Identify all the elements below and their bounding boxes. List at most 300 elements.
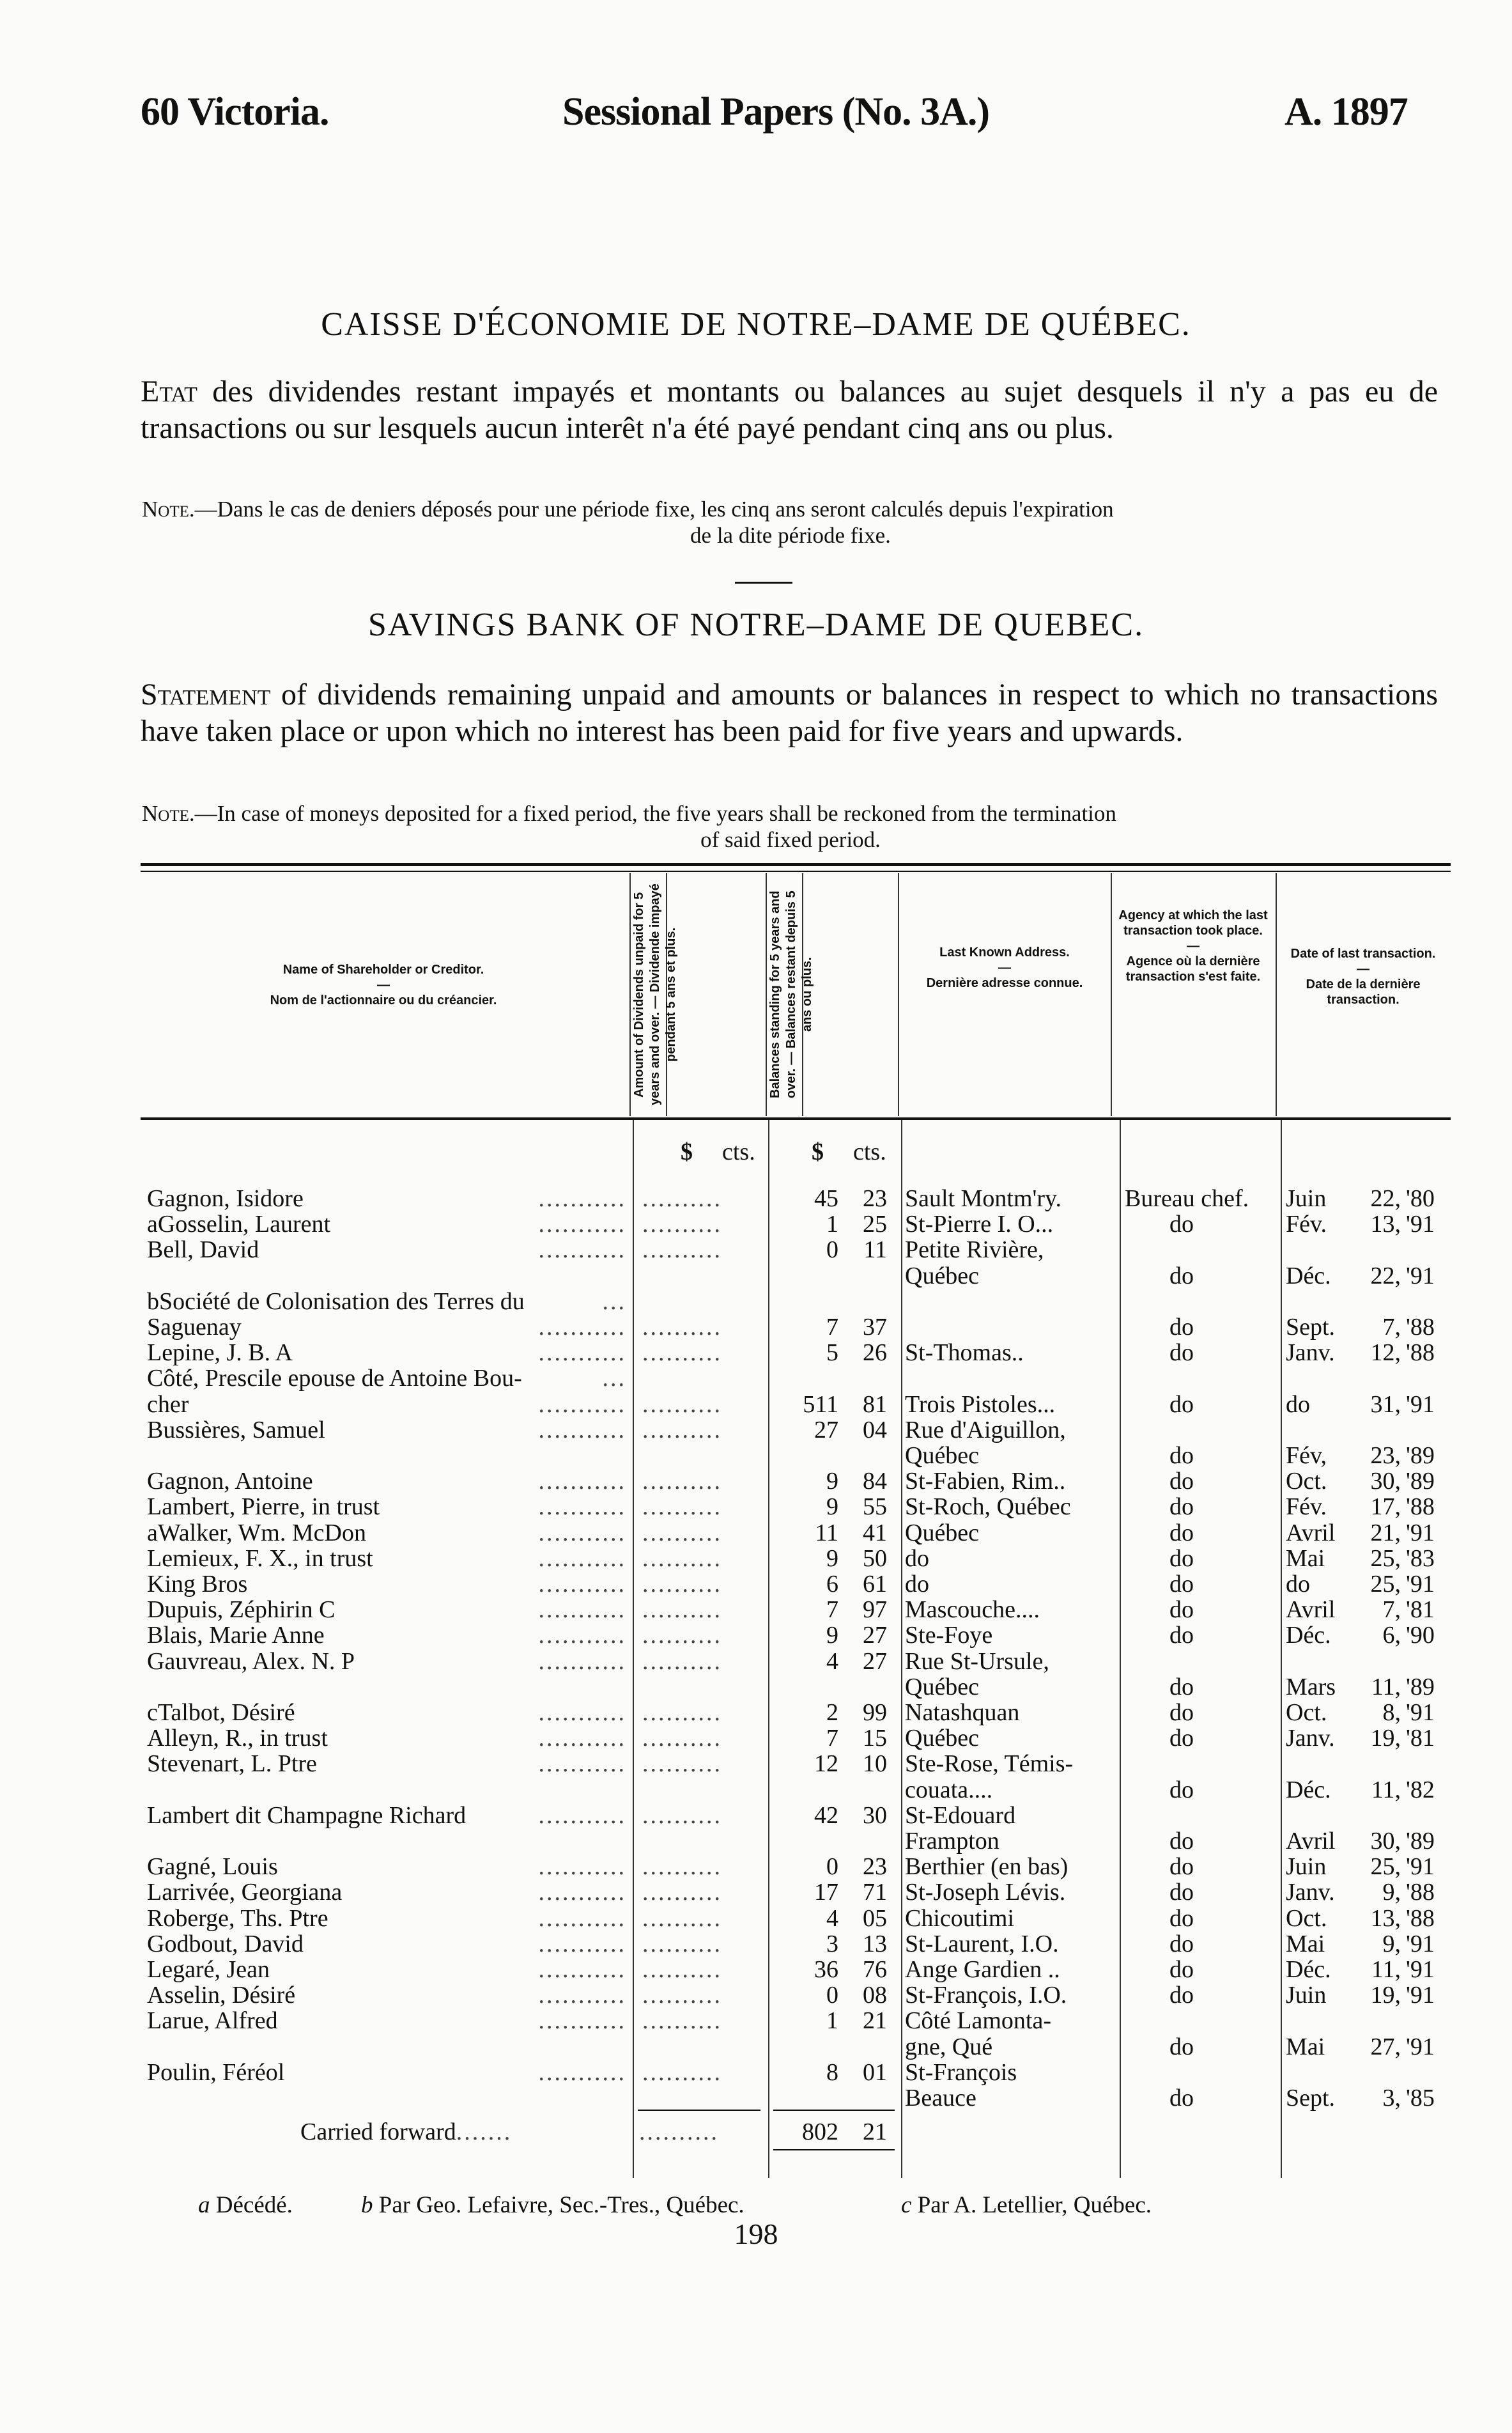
last-known-address: St-Pierre I. O...: [905, 1211, 1054, 1237]
french-note-lead: Note.: [142, 497, 195, 522]
balance-dollars: 0: [826, 1236, 838, 1263]
date-month: Mai: [1286, 1545, 1325, 1572]
header-divider: [1276, 873, 1277, 1116]
date-year: '81: [1406, 1725, 1435, 1752]
shareholder-name: Gauvreau, Alex. N. P: [147, 1649, 355, 1674]
date-day: 25,: [1370, 1545, 1401, 1572]
last-known-address: couata....: [905, 1777, 993, 1803]
section-divider: [735, 582, 792, 584]
date-day: 11,: [1371, 1776, 1401, 1803]
last-known-address: Sault Montm'ry.: [905, 1186, 1062, 1211]
date-month: Juin: [1286, 1853, 1327, 1880]
leader-dots: ...........: [538, 1520, 626, 1546]
date-month: Fév.: [1286, 1211, 1327, 1238]
balance-dollars: 7: [826, 1725, 838, 1752]
agency: do: [1169, 1314, 1194, 1341]
last-known-address: St-Roch, Québec: [905, 1494, 1071, 1520]
header-divider: [766, 873, 767, 1116]
shareholder-name: Côté, Prescile epouse de Antoine Bou-: [147, 1365, 522, 1391]
french-title: CAISSE D'ÉCONOMIE DE NOTRE–DAME DE QUÉBEC.: [321, 306, 1191, 343]
date-year: '91: [1406, 1982, 1435, 2009]
last-known-address: St-Joseph Lévis.: [905, 1879, 1066, 1905]
balance-cents: 11: [863, 1236, 887, 1263]
last-known-address: gne, Qué: [905, 2034, 993, 2060]
agency: do: [1169, 1956, 1194, 1983]
balance-cents: 21: [863, 2007, 887, 2034]
date-year: '91: [1406, 1520, 1435, 1546]
agency: do: [1169, 1391, 1194, 1418]
shareholder-name: Gagné, Louis: [147, 1854, 278, 1879]
last-known-address: Beauce: [905, 2085, 976, 2111]
balance-cents: 81: [863, 1391, 887, 1418]
date-day: 25,: [1370, 1853, 1401, 1880]
balance-dollars: 9: [826, 1622, 838, 1649]
shareholder-name: Larue, Alfred: [147, 2008, 278, 2033]
dividends-empty: ..........: [642, 1571, 722, 1597]
column-header-name-dash: —: [377, 978, 390, 992]
footnote-a-text: Décédé.: [215, 2192, 293, 2218]
date-day: 22,: [1370, 1263, 1401, 1289]
date-year: '80: [1406, 1185, 1435, 1212]
header-sessional-papers: Sessional Papers (No. 3A.): [562, 90, 990, 134]
balance-cents: 37: [863, 1314, 887, 1341]
english-note: [142, 800, 1439, 853]
balance-cents: 27: [863, 1648, 887, 1675]
balance-cents: 25: [863, 1211, 887, 1238]
dividends-empty: ..........: [642, 1236, 722, 1263]
column-header-address: [901, 945, 1108, 991]
date-year: '81: [1406, 1596, 1435, 1623]
date-month: Oct.: [1286, 1905, 1327, 1932]
balance-cents: 99: [863, 1699, 887, 1726]
leader-dots: ...........: [538, 1391, 626, 1418]
agency: do: [1169, 1622, 1194, 1649]
column-header-address-en: Last Known Address.: [939, 945, 1070, 960]
date-year: '83: [1406, 1545, 1435, 1572]
shareholder-name: cher: [147, 1392, 189, 1417]
french-note-continuation: de la dite période fixe.: [690, 523, 891, 548]
date-year: '88: [1406, 1493, 1435, 1520]
agency: do: [1169, 1339, 1194, 1366]
date-month: Déc.: [1286, 1956, 1331, 1983]
balance-dollars: 9: [826, 1545, 838, 1572]
shareholder-name: Stevenart, L. Ptre: [147, 1751, 317, 1776]
date-day: 11,: [1371, 1674, 1401, 1700]
agency: do: [1169, 2033, 1194, 2060]
date-day: 19,: [1370, 1982, 1401, 2009]
dividends-empty: ..........: [642, 1802, 722, 1829]
date-year: '91: [1406, 1571, 1435, 1597]
last-known-address: St-François, I.O.: [905, 1982, 1067, 2008]
table-row: [147, 1263, 1444, 1289]
footnote-c-text: Par A. Letellier, Québec.: [917, 2192, 1152, 2218]
dividends-empty: ..........: [642, 1493, 722, 1520]
leader-dots: ...........: [538, 1956, 626, 1983]
column-header-dividends-en: Amount of Dividends unpaid for 5 years and over.: [632, 892, 662, 1106]
agency: do: [1169, 1879, 1194, 1906]
date-day: 30,: [1370, 1468, 1401, 1495]
agency: do: [1169, 1596, 1194, 1623]
date-day: 19,: [1370, 1725, 1401, 1752]
column-header-date-fr: Date de la dernière transaction.: [1306, 977, 1421, 1007]
shareholder-name: Lepine, J. B. A: [147, 1340, 293, 1365]
dividends-empty: ..........: [642, 1750, 722, 1777]
column-header-balances-fr: — Balances restant depuis 5 ans ou plus.: [784, 890, 814, 1066]
last-known-address: Frampton: [905, 1828, 999, 1854]
agency: do: [1169, 1725, 1194, 1752]
leader-dots: ...........: [538, 2007, 626, 2034]
last-known-address: Ste-Foye: [905, 1622, 993, 1648]
last-known-address: do: [905, 1546, 929, 1571]
english-statement-lead: Statement: [141, 678, 271, 711]
dividends-empty: ..........: [642, 1853, 722, 1880]
column-header-name-fr: Nom de l'actionnaire ou du créancier.: [270, 993, 497, 1007]
footnote-b-text: Par Geo. Lefaivre, Sec.-Tres., Québec.: [378, 2192, 744, 2218]
balance-dollars: 4: [826, 1905, 838, 1932]
shareholder-name: Asselin, Désiré: [147, 1982, 296, 2008]
shareholder-name: Bussières, Samuel: [147, 1417, 325, 1443]
leader-dots: ...........: [538, 1493, 626, 1520]
column-header-agency: [1113, 908, 1273, 984]
dividends-empty: ..........: [642, 2007, 722, 2034]
leader-dots: ...: [602, 1288, 626, 1315]
balance-dollars: 0: [826, 1853, 838, 1880]
balance-dollars: 27: [814, 1417, 838, 1443]
english-title: SAVINGS BANK OF NOTRE–DAME DE QUEBEC.: [367, 607, 1145, 643]
column-header-balances-en: Balances standing for 5 years and over.: [768, 890, 798, 1099]
date-month: Juin: [1286, 1185, 1327, 1212]
date-year: '88: [1406, 1339, 1435, 1366]
unit-cents: cts.: [722, 1139, 755, 1165]
leader-dots: ...........: [538, 1648, 626, 1675]
agency: do: [1169, 1520, 1194, 1546]
shareholder-name: Poulin, Féréol: [147, 2060, 285, 2085]
dividends-empty: ..........: [642, 1545, 722, 1572]
date-year: '91: [1406, 1263, 1435, 1289]
dividends-empty: ..........: [642, 1879, 722, 1906]
dividends-empty: ..........: [642, 2059, 722, 2086]
table-header-rule: [141, 1117, 1451, 1120]
date-year: '88: [1406, 1905, 1435, 1932]
dividends-empty: ..........: [642, 1468, 722, 1495]
date-month: do: [1286, 1391, 1310, 1418]
footnote-b-mark: b: [361, 2192, 373, 2218]
date-day: 8,: [1382, 1699, 1401, 1726]
balance-dollars: 9: [826, 1468, 838, 1495]
balance-cents: 27: [863, 1622, 887, 1649]
shareholder-name: Larrivée, Georgiana: [147, 1879, 343, 1905]
leader-dots: ...........: [538, 1185, 626, 1212]
date-year: '88: [1406, 1879, 1435, 1906]
date-day: 17,: [1370, 1493, 1401, 1520]
french-note: [142, 496, 1439, 548]
balance-cents: 71: [863, 1879, 887, 1906]
balance-dollars: 7: [826, 1314, 838, 1341]
date-day: 13,: [1370, 1905, 1401, 1932]
date-month: Déc.: [1286, 1263, 1331, 1289]
date-day: 9,: [1382, 1931, 1401, 1957]
english-note-lead: Note.: [142, 801, 195, 826]
leader-dots: ...........: [538, 1236, 626, 1263]
balance-cents: 97: [863, 1596, 887, 1623]
last-known-address: St-François: [905, 2060, 1017, 2085]
french-statement-lead: Etat: [141, 375, 197, 408]
date-day: 22,: [1370, 1185, 1401, 1212]
date-month: Fév.: [1286, 1493, 1327, 1520]
dividends-empty: ..........: [642, 1339, 722, 1366]
balance-dollars: 5: [826, 1339, 838, 1366]
shareholder-name: Godbout, David: [147, 1931, 304, 1957]
unit-cents: cts.: [853, 1139, 886, 1165]
column-header-dividends-fr: — Dividende impayé pendant 5 ans et plus.: [648, 883, 678, 1062]
date-month: Janv.: [1286, 1879, 1335, 1906]
column-header-balances: [768, 880, 814, 1110]
last-known-address: Mascouche....: [905, 1597, 1040, 1622]
leader-dots: ...........: [538, 1468, 626, 1495]
date-year: '91: [1406, 1211, 1435, 1238]
balance-dollars: 0: [826, 1982, 838, 2009]
unit-dollar: $: [812, 1139, 824, 1165]
leader-dots: ...........: [538, 1982, 626, 2009]
shareholder-name: bSociété de Colonisation des Terres du: [147, 1289, 525, 1314]
column-header-date-en: Date of last transaction.: [1290, 947, 1436, 961]
footnote-a-mark: a: [198, 2192, 210, 2218]
agency: do: [1169, 1442, 1194, 1469]
balance-cents: 23: [863, 1185, 887, 1212]
leader-dots: ...........: [538, 1314, 626, 1341]
date-month: Janv.: [1286, 1725, 1335, 1752]
balance-dollars: 36: [814, 1956, 838, 1983]
date-year: '91: [1406, 1956, 1435, 1983]
balance-dollars: 2: [826, 1699, 838, 1726]
date-month: Janv.: [1286, 1339, 1335, 1366]
dividends-empty: ..........: [642, 1314, 722, 1341]
last-known-address: Rue d'Aiguillon,: [905, 1417, 1066, 1443]
date-year: '90: [1406, 1622, 1435, 1649]
dividends-empty: ..........: [642, 1725, 722, 1752]
date-day: 30,: [1370, 1828, 1401, 1854]
total-rule: [638, 2110, 760, 2111]
total-rule: [773, 2110, 895, 2111]
shareholder-name: Lambert dit Champagne Richard: [147, 1803, 467, 1828]
balance-cents: 30: [863, 1802, 887, 1829]
shareholder-name: Bell, David: [147, 1237, 259, 1263]
agency: do: [1169, 1905, 1194, 1932]
shareholder-name: aGosselin, Laurent: [147, 1211, 331, 1237]
balance-cents: 05: [863, 1905, 887, 1932]
agency: do: [1169, 1674, 1194, 1700]
carried-forward-dividends: ..........: [639, 2118, 719, 2145]
last-known-address: Ange Gardien ..: [905, 1957, 1060, 1982]
date-month: Avril: [1286, 1596, 1336, 1623]
date-year: '89: [1406, 1674, 1435, 1700]
header-divider: [629, 873, 631, 1116]
date-month: do: [1286, 1571, 1310, 1597]
shareholder-name: Lemieux, F. X., in trust: [147, 1546, 373, 1571]
balance-cents: 08: [863, 1982, 887, 2009]
date-day: 27,: [1370, 2033, 1401, 2060]
table-row: [147, 1443, 1444, 1468]
agency: do: [1169, 1263, 1194, 1289]
last-known-address: Ste-Rose, Témis-: [905, 1751, 1074, 1776]
balance-dollars: 8: [826, 2059, 838, 2086]
dividends-empty: ..........: [642, 1185, 722, 1212]
table-row: [147, 1828, 1444, 1854]
header-year: A. 1897: [1284, 90, 1408, 134]
date-day: 9,: [1382, 1879, 1401, 1906]
shareholder-name: Legaré, Jean: [147, 1957, 270, 1982]
agency: do: [1169, 1493, 1194, 1520]
shareholder-name: aWalker, Wm. McDon: [147, 1520, 366, 1546]
last-known-address: Natashquan: [905, 1700, 1020, 1725]
dividends-empty: ..........: [642, 1391, 722, 1418]
date-year: '91: [1406, 1391, 1435, 1418]
dividends-empty: ..........: [642, 1211, 722, 1238]
unit-dollar: $: [681, 1139, 693, 1165]
column-header-agency-fr: Agence où la dernière transaction s'est faite.: [1125, 954, 1261, 984]
english-note-continuation: of said fixed period.: [700, 827, 881, 852]
leader-dots: ...........: [538, 1622, 626, 1649]
header-divider: [1111, 873, 1112, 1116]
balance-dollars: 6: [826, 1571, 838, 1597]
balance-cents: 41: [863, 1520, 887, 1546]
agency: do: [1169, 1853, 1194, 1880]
carried-forward-dollars: 802: [802, 2118, 838, 2145]
date-month: Mai: [1286, 1931, 1325, 1957]
date-year: '91: [1406, 1853, 1435, 1880]
shareholder-name: cTalbot, Désiré: [147, 1700, 295, 1725]
shareholder-name: Blais, Marie Anne: [147, 1622, 325, 1648]
footnote-b: [361, 2191, 744, 2219]
english-statement: [141, 676, 1438, 749]
dividends-empty: ..........: [642, 1931, 722, 1957]
date-month: Déc.: [1286, 1776, 1331, 1803]
last-known-address: do: [905, 1571, 929, 1597]
shareholder-name: Alleyn, R., in trust: [147, 1725, 328, 1751]
date-year: '88: [1406, 1314, 1435, 1341]
dividends-empty: ..........: [642, 1699, 722, 1726]
last-known-address: Rue St-Ursule,: [905, 1649, 1049, 1674]
column-header-address-dash: —: [998, 961, 1011, 975]
shareholder-name: Lambert, Pierre, in trust: [147, 1494, 380, 1520]
balance-cents: 61: [863, 1571, 887, 1597]
date-year: '91: [1406, 2033, 1435, 2060]
date-month: Fév,: [1286, 1442, 1327, 1469]
agency: Bureau chef.: [1125, 1185, 1249, 1212]
column-header-date: [1278, 946, 1448, 1007]
footnote-a: [198, 2191, 293, 2219]
balance-dollars: 12: [814, 1750, 838, 1777]
dividends-empty: ..........: [642, 1417, 722, 1443]
last-known-address: Berthier (en bas): [905, 1854, 1068, 1879]
date-month: Mars: [1286, 1674, 1336, 1700]
balance-cents: 10: [863, 1750, 887, 1777]
balance-dollars: 4: [826, 1648, 838, 1675]
last-known-address: Québec: [905, 1443, 980, 1468]
date-day: 31,: [1370, 1391, 1401, 1418]
agency: do: [1169, 2085, 1194, 2111]
date-day: 11,: [1371, 1956, 1401, 1983]
carried-forward-label: [300, 2119, 512, 2145]
last-known-address: Québec: [905, 1263, 980, 1289]
balance-cents: 26: [863, 1339, 887, 1366]
french-statement: [141, 373, 1438, 446]
balance-dollars: 45: [814, 1185, 838, 1212]
date-year: '91: [1406, 1699, 1435, 1726]
leader-dots: .......: [456, 2118, 513, 2145]
leader-dots: ...........: [538, 1879, 626, 1906]
balance-cents: 01: [863, 2059, 887, 2086]
balance-dollars: 3: [826, 1931, 838, 1957]
footnote-c: [901, 2191, 1152, 2219]
balance-dollars: 11: [815, 1520, 838, 1546]
leader-dots: ...........: [538, 1417, 626, 1443]
last-known-address: Québec: [905, 1520, 980, 1546]
dividends-empty: ..........: [642, 1648, 722, 1675]
total-rule-bottom: [773, 2149, 895, 2150]
last-known-address: St-Laurent, I.O.: [905, 1931, 1059, 1957]
leader-dots: ...........: [538, 1725, 626, 1752]
column-header-name: [147, 962, 620, 1008]
balance-dollars: 1: [826, 2007, 838, 2034]
date-month: Sept.: [1286, 2085, 1336, 2111]
table-row: [147, 2034, 1444, 2060]
balance-cents: 76: [863, 1956, 887, 1983]
leader-dots: ...........: [538, 1905, 626, 1932]
leader-dots: ...........: [538, 1750, 626, 1777]
balance-cents: 04: [863, 1417, 887, 1443]
leader-dots: ...........: [538, 1596, 626, 1623]
english-statement-body: of dividends remaining unpaid and amounts or balances in respect to which no transactions have taken place or upon which no interest has been paid for five years and upwards.: [141, 678, 1439, 748]
date-day: 7,: [1382, 1596, 1401, 1623]
header-volume: 60 Victoria.: [141, 90, 329, 134]
carried-forward-text: Carried forward: [300, 2118, 456, 2145]
agency: do: [1169, 1699, 1194, 1726]
last-known-address: St-Thomas..: [905, 1340, 1024, 1365]
leader-dots: ...........: [538, 1802, 626, 1829]
shareholder-name: Gagnon, Isidore: [147, 1186, 304, 1211]
agency: do: [1169, 1468, 1194, 1495]
leader-dots: ...........: [538, 2059, 626, 2086]
dividends-empty: ..........: [642, 1956, 722, 1983]
balance-dollars: 9: [826, 1493, 838, 1520]
balance-cents: 84: [863, 1468, 887, 1495]
leader-dots: ...: [602, 1365, 626, 1392]
date-day: 12,: [1370, 1339, 1401, 1366]
balance-dollars: 511: [803, 1391, 838, 1418]
dividends-empty: ..........: [642, 1596, 722, 1623]
date-year: '89: [1406, 1442, 1435, 1469]
leader-dots: ...........: [538, 1853, 626, 1880]
leader-dots: ...........: [538, 1545, 626, 1572]
table-row: [147, 1674, 1444, 1700]
shareholder-name: Gagnon, Antoine: [147, 1468, 313, 1494]
date-year: '85: [1406, 2085, 1435, 2111]
shareholder-name: Roberge, Ths. Ptre: [147, 1906, 328, 1931]
date-month: Avril: [1286, 1828, 1336, 1854]
date-day: 3,: [1382, 2085, 1401, 2111]
last-known-address: Québec: [905, 1725, 980, 1751]
balance-cents: 15: [863, 1725, 887, 1752]
balance-dollars: 17: [814, 1879, 838, 1906]
date-year: '82: [1406, 1776, 1435, 1803]
date-month: Juin: [1286, 1982, 1327, 2009]
footnote-c-mark: c: [901, 2192, 912, 2218]
dividends-empty: ..........: [642, 1905, 722, 1932]
french-statement-body: des dividendes restant impayés et montants ou balances au sujet desquels il n'y a pas eu de transactions ou sur lesquels aucun interêt n'a été payé pendant cinq ans ou plus.: [141, 375, 1439, 445]
date-day: 6,: [1382, 1622, 1401, 1649]
agency: do: [1169, 1776, 1194, 1803]
